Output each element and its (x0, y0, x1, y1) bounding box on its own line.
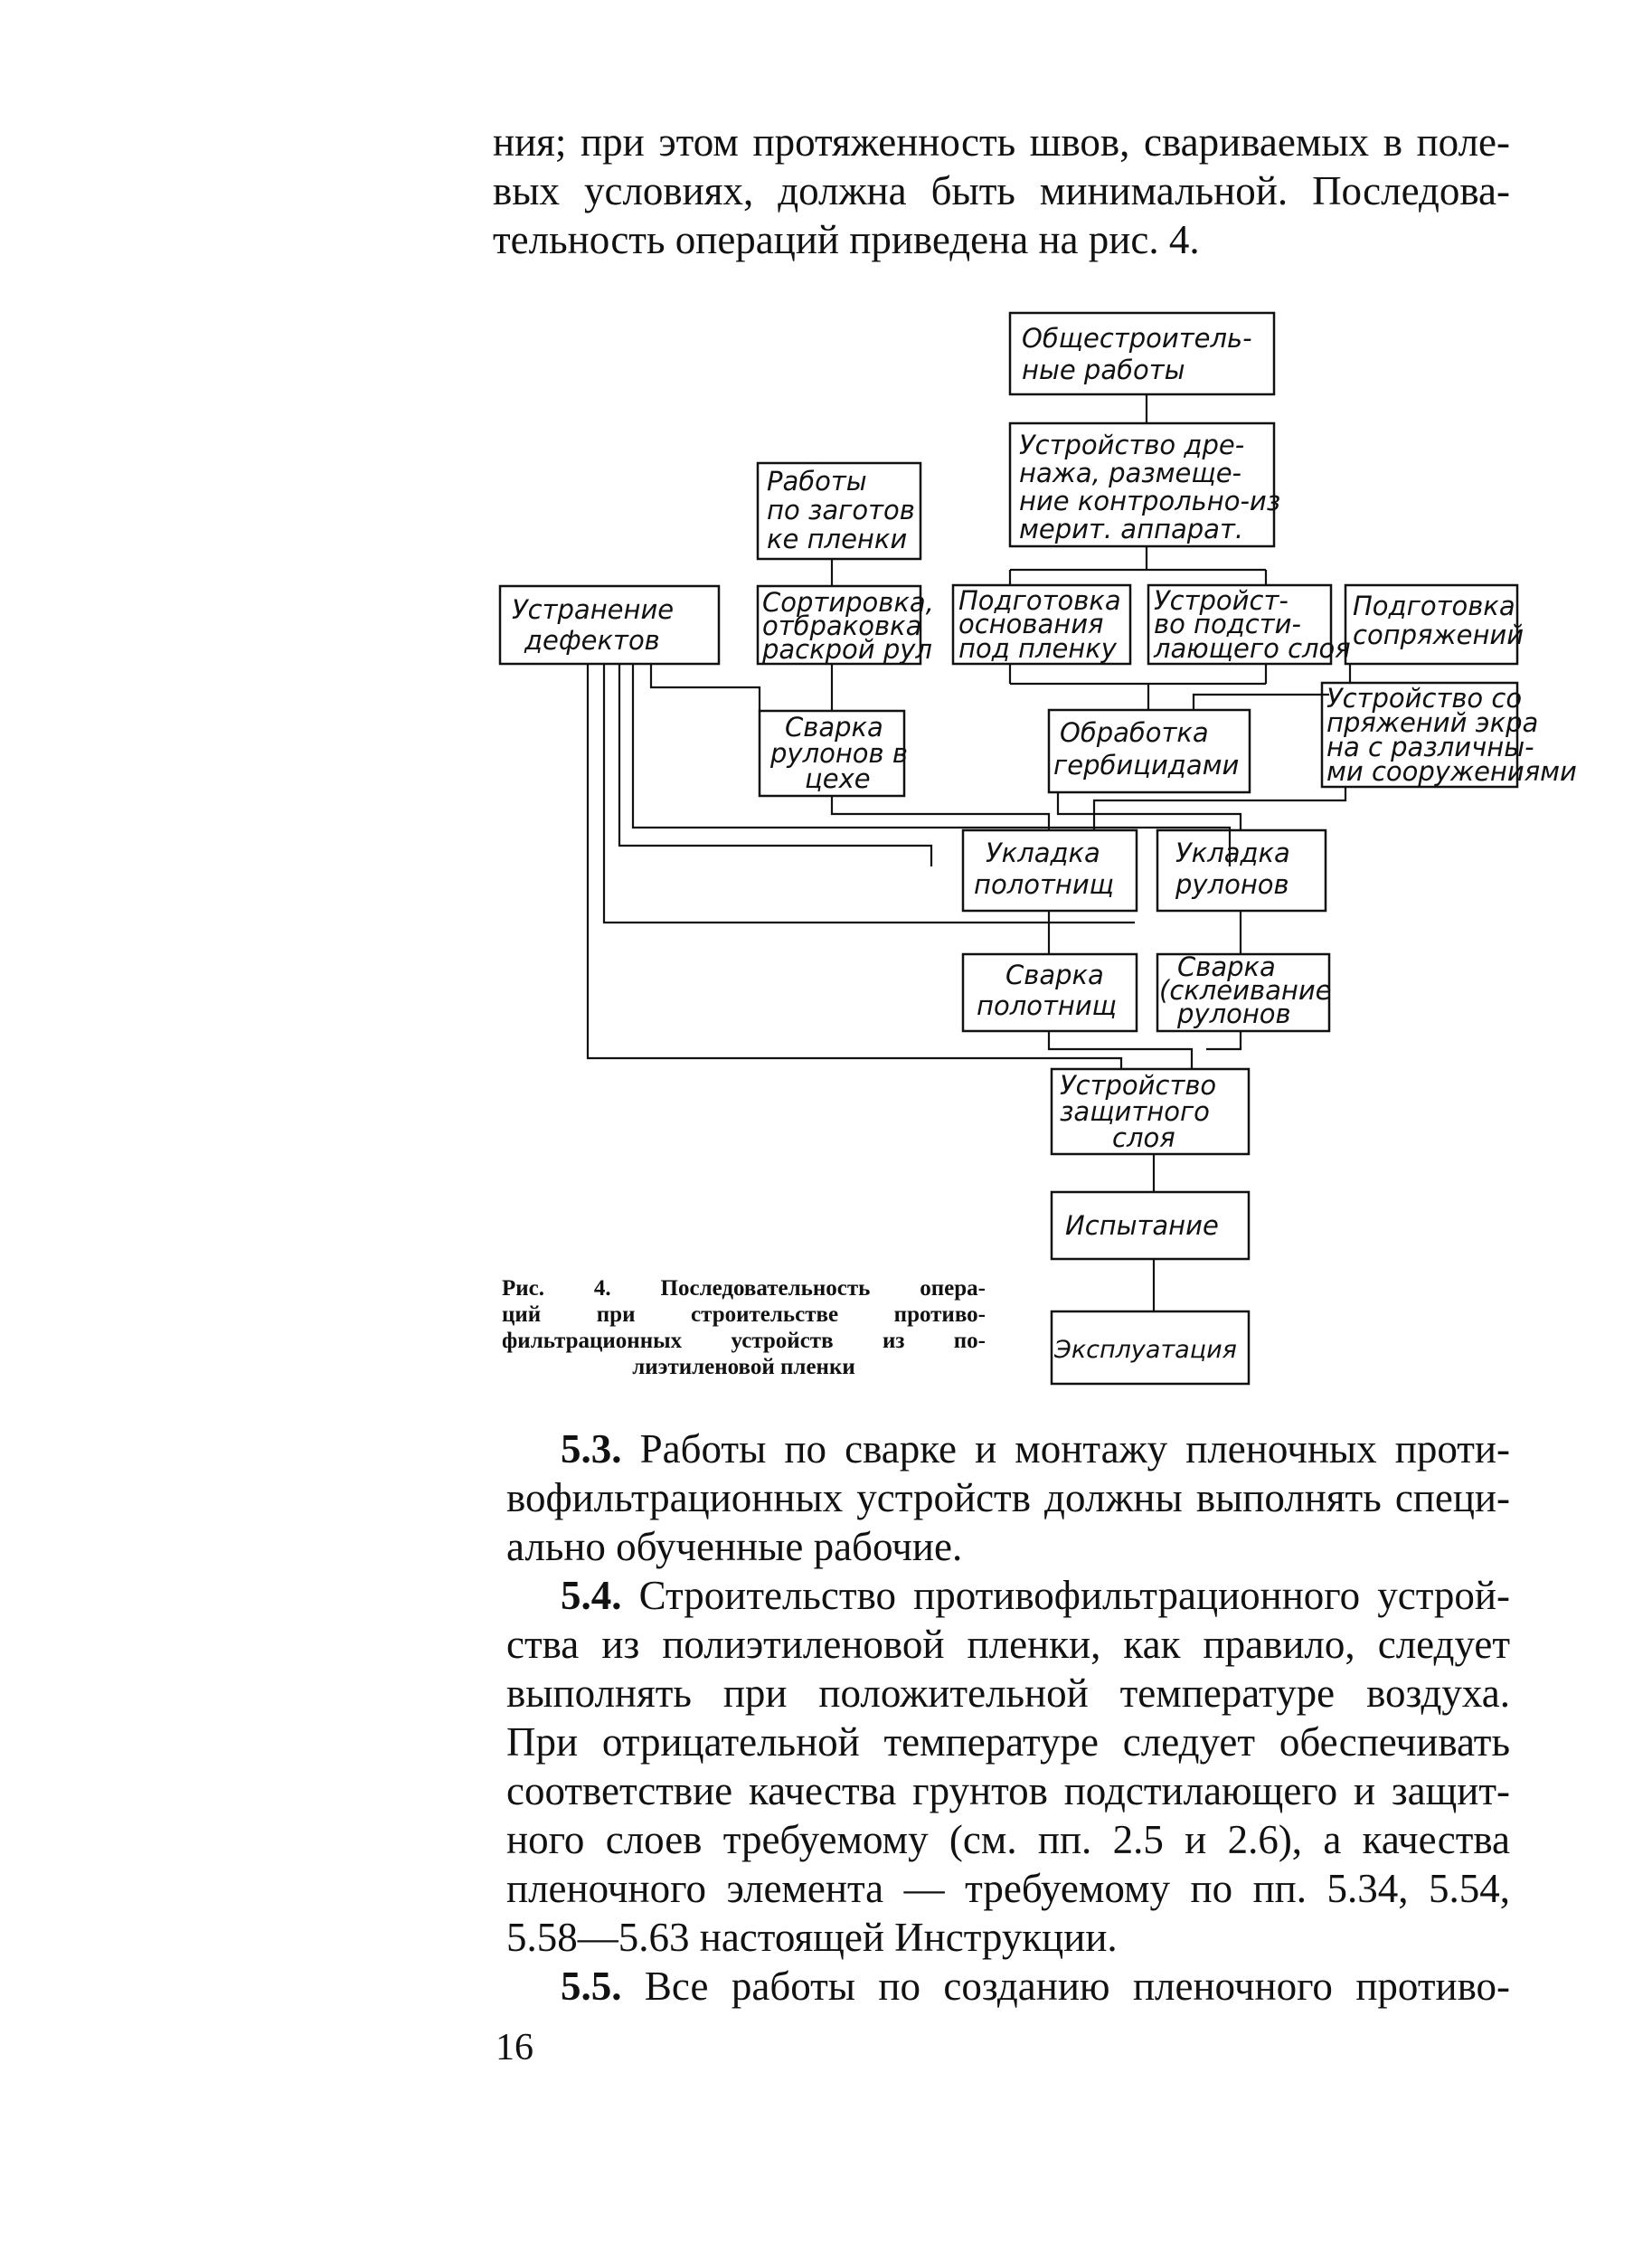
svg-text:раскрой рул: раскрой рул (762, 634, 932, 665)
svg-text:слоя: слоя (1112, 1122, 1175, 1153)
svg-text:Эксплуатация: Эксплуатация (1054, 1336, 1237, 1364)
box-drenazh (1010, 423, 1280, 546)
svg-text:мерит. аппарат.: мерит. аппарат. (1019, 514, 1244, 544)
svg-text:Подготовка: Подготовка (958, 585, 1121, 616)
box-podgotovka-osnovaniya (953, 585, 1130, 664)
box-zagotovka (758, 463, 920, 559)
paragraph-5-4-line: пленочного элемента — требуемому по пп. 5.34, 5.54, (506, 1866, 1510, 1911)
svg-text:на с различны-: на с различны- (1326, 732, 1534, 762)
box-svarka-skleivanie (1157, 951, 1332, 1031)
svg-text:Устройство: Устройство (1060, 1070, 1217, 1101)
paragraph-5-3-line: ально обученные рабочие. (506, 1524, 963, 1569)
paragraph-number: 5.3. (561, 1426, 622, 1472)
svg-text:защитного: защитного (1060, 1096, 1210, 1127)
box-ukladka-rulonov (1157, 830, 1326, 911)
caption-line: ций при строительстве противо- (502, 1302, 986, 1327)
caption-line: фильтрационных устройств из по- (502, 1329, 986, 1353)
paragraph-5-4-line: соответствие качества грунтов подстилающего и защит- (506, 1768, 1510, 1813)
svg-text:Обработка: Обработка (1060, 717, 1209, 748)
box-ukladka-polotnishch (963, 830, 1137, 911)
svg-text:отбраковка: отбраковка (762, 610, 922, 641)
paragraph-number: 5.4. (561, 1573, 622, 1618)
paragraph-5-4-line: 5.4. Строительство противофильтрационного устрой- (561, 1573, 1510, 1618)
svg-text:Сварка: Сварка (1177, 951, 1276, 982)
caption-line: Рис. 4. Последовательность опера- (502, 1276, 986, 1301)
svg-text:по заготов: по заготов (767, 495, 915, 525)
box-obshchestroitelnye (1010, 313, 1274, 394)
svg-text:пряжений экра: пряжений экра (1326, 707, 1539, 738)
svg-text:Сортировка,: Сортировка, (762, 587, 934, 618)
svg-text:гербицидами: гербицидами (1053, 750, 1240, 781)
box-ispytanie (1052, 1192, 1249, 1259)
page-number: 16 (496, 2027, 533, 2068)
svg-text:под пленку: под пленку (958, 633, 1117, 664)
box-podgotovka-sopryazheniy (1345, 585, 1524, 664)
box-ustranenie (500, 586, 719, 664)
svg-text:Устройство дре-: Устройство дре- (1019, 430, 1245, 460)
box-svarka-polotnishch (963, 954, 1137, 1031)
svg-text:Устройство со: Устройство со (1326, 683, 1523, 714)
body-line: ния; при этом протяженность швов, свариваемых в поле- (493, 119, 1510, 165)
svg-text:сопряжений: сопряжений (1353, 620, 1525, 650)
svg-text:Общестроитель-: Общестроитель- (1022, 323, 1252, 354)
svg-text:Испытание: Испытание (1065, 1210, 1219, 1241)
paragraph-5-3-line: 5.3. Работы по сварке и монтажу пленочных проти- (561, 1426, 1510, 1472)
body-line: вых условиях, должна быть минимальной. Последова- (493, 168, 1510, 213)
svg-text:Устранение: Устранение (512, 594, 675, 625)
caption-line: лиэтиленовой пленки (632, 1355, 855, 1379)
svg-text:цехе: цехе (805, 763, 871, 794)
box-ekspluatatsiya (1052, 1311, 1249, 1384)
svg-text:ные работы: ные работы (1022, 355, 1185, 385)
paragraph-number: 5.5. (561, 1964, 622, 2009)
svg-text:основания: основания (958, 609, 1104, 639)
svg-text:Сварка: Сварка (1005, 960, 1104, 990)
box-podstilayushchiy (1148, 585, 1351, 664)
svg-text:дефектов: дефектов (524, 625, 660, 656)
svg-text:(склеивание: (склеивание (1159, 975, 1332, 1006)
svg-text:Укладка: Укладка (1175, 838, 1290, 868)
paragraph-5-4-line: ства из полиэтиленовой пленки, как правило, следует (506, 1622, 1510, 1667)
svg-text:рулонов: рулонов (1175, 869, 1289, 900)
svg-text:ке пленки: ке пленки (767, 524, 908, 554)
paragraph-5-4-line: 5.58—5.63 настоящей Инструкции. (506, 1915, 1118, 1960)
svg-text:лающего слоя: лающего слоя (1154, 633, 1351, 664)
box-gerbitsidy (1049, 710, 1250, 792)
box-sortirovka (758, 586, 934, 665)
svg-text:Подготовка: Подготовка (1353, 591, 1515, 621)
svg-text:ние контрольно-из: ние контрольно-из (1019, 486, 1281, 516)
figure-caption (502, 1275, 986, 1380)
paragraph-5-4-line: При отрицательной температуре следует обеспечивать (506, 1719, 1510, 1765)
paragraph-5-3-line: вофильтрационных устройств должны выполнять специ- (506, 1475, 1510, 1520)
svg-text:полотнищ: полотнищ (977, 990, 1117, 1021)
svg-text:Устройст-: Устройст- (1154, 585, 1289, 616)
svg-text:Сварка: Сварка (785, 712, 883, 743)
svg-text:полотнищ: полотнищ (974, 869, 1114, 900)
svg-text:рулонов: рулонов (1177, 998, 1291, 1029)
box-zashchitnyy-sloy (1052, 1069, 1249, 1154)
svg-text:Укладка: Укладка (986, 838, 1100, 868)
box-sopryazheniya-ekrana (1322, 683, 1577, 787)
svg-text:ми сооружениями: ми сооружениями (1326, 756, 1577, 787)
paragraph-5-4-line: ного слоев требуемому (см. пп. 2.5 и 2.6), а качества (506, 1817, 1510, 1862)
svg-text:рулонов в: рулонов в (770, 738, 908, 769)
paragraph-5-4-line: выполнять при положительной температуре воздуха. (506, 1670, 1510, 1716)
svg-text:во подсти-: во подсти- (1154, 609, 1301, 639)
body-line: тельность операций приведена на рис. 4. (493, 217, 1200, 262)
svg-text:Работы: Работы (767, 466, 867, 497)
paragraph-5-5-line: 5.5. Все работы по созданию пленочного противо- (561, 1964, 1510, 2009)
svg-text:нажа, размеще-: нажа, размеще- (1019, 458, 1242, 488)
box-svarka-rulonov (760, 711, 908, 796)
